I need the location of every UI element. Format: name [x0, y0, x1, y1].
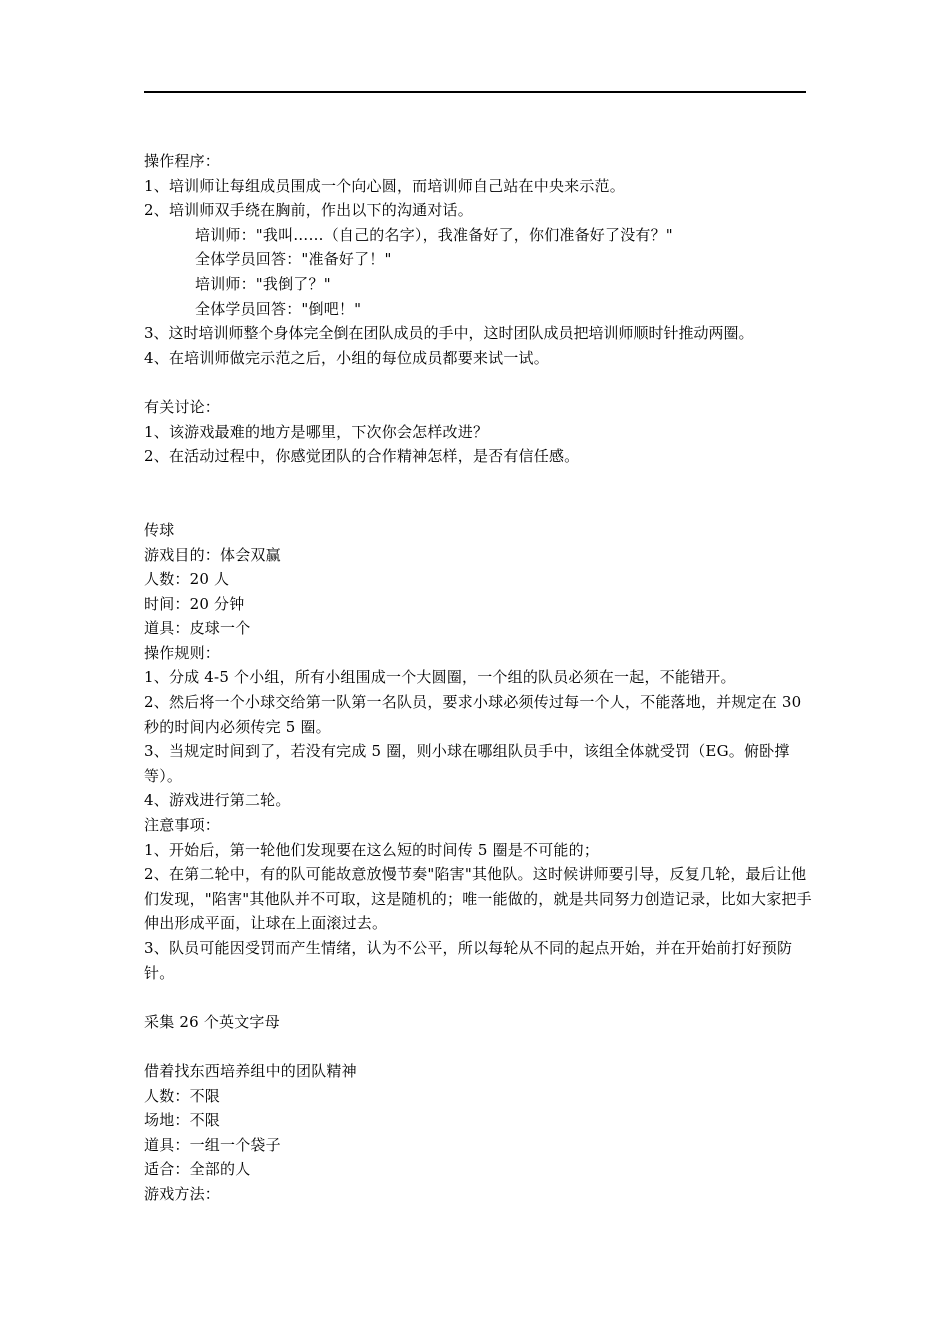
game-people: 人数：不限	[144, 1086, 221, 1105]
discussion-item: 1、该游戏最难的地方是哪里，下次你会怎样改进？	[144, 422, 489, 441]
document-body	[144, 149, 816, 1207]
game-method: 游戏方法：	[144, 1184, 221, 1203]
note-item: 2、在第二轮中，有的队可能故意放慢节奏"陷害"其他队。这时候讲师要引导，反复几轮，最后让他们发现，"陷害"其他队并不可取，这是随机的；唯一能做的，就是共同努力创造记录，比如大家把手伸出形成平面，让球在上面滚过去。	[144, 865, 812, 933]
game-props: 道具：一组一个袋子	[144, 1135, 281, 1154]
dialogue-line: 全体学员回答："倒吧！"	[195, 299, 362, 318]
procedure-step: 4、在培训师做完示范之后，小组的每位成员都要来试一试。	[144, 348, 549, 367]
dialogue-line: 培训师："我倒了？"	[195, 274, 331, 293]
game-title: 采集 26 个英文字母	[144, 1012, 280, 1031]
rule-item: 4、游戏进行第二轮。	[144, 791, 291, 810]
notes-heading: 注意事项：	[144, 816, 221, 835]
game-props: 道具：皮球一个	[144, 619, 251, 638]
game-people: 人数：20 人	[144, 570, 230, 589]
rules-heading: 操作规则：	[144, 643, 221, 662]
rule-item: 1、分成 4-5 个小组，所有小组围成一个大圆圈，一个组的队员必须在一起，不能错开。	[144, 668, 736, 687]
rule-item: 3、当规定时间到了，若没有完成 5 圈，则小球在哪组队员手中，该组全体就受罚（EG。俯卧撑等）。	[144, 742, 790, 785]
procedure-step: 2、培训师双手绕在胸前，作出以下的沟通对话。	[144, 201, 473, 220]
discussion-item: 2、在活动过程中，你感觉团队的合作精神怎样，是否有信任感。	[144, 447, 580, 466]
spacer	[144, 469, 816, 518]
dialogue-line: 培训师："我叫……（自己的名字），我准备好了，你们准备好了没有？"	[195, 225, 673, 244]
game-title: 传球	[144, 520, 175, 539]
rule-item: 2、然后将一个小球交给第一队第一名队员，要求小球必须传过每一个人，不能落地，并规定在 30 秒的时间内必须传完 5 圈。	[144, 693, 802, 736]
note-item: 1、开始后，第一轮他们发现要在这么短的时间传 5 圈是不可能的；	[144, 840, 600, 859]
game-suitable: 适合：全部的人	[144, 1160, 251, 1179]
spacer	[144, 985, 816, 1010]
game-time: 时间：20 分钟	[144, 594, 245, 613]
dialogue-line: 全体学员回答："准备好了！"	[195, 250, 392, 269]
game-purpose: 游戏目的：体会双赢	[144, 545, 281, 564]
discussion-heading: 有关讨论：	[144, 397, 221, 416]
procedure-step: 1、培训师让每组成员围成一个向心圆，而培训师自己站在中央来示范。	[144, 176, 625, 195]
procedure-step: 3、这时培训师整个身体完全倒在团队成员的手中，这时团队成员把培训师顺时针推动两圈。	[144, 324, 754, 343]
note-item: 3、队员可能因受罚而产生情绪，认为不公平，所以每轮从不同的起点开始，并在开始前打好预防针。	[144, 939, 793, 982]
game-venue: 场地：不限	[144, 1111, 221, 1130]
header-rule	[144, 91, 806, 93]
game-title: 借着找东西培养组中的团队精神	[144, 1061, 357, 1080]
spacer	[144, 370, 816, 395]
spacer	[144, 1034, 816, 1059]
procedure-heading: 操作程序：	[144, 152, 221, 170]
